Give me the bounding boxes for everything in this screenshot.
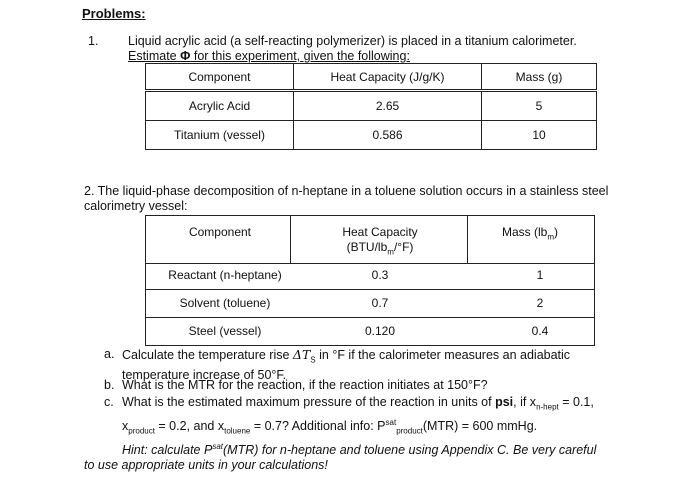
- question-b-text: What is the MTR for the reaction, if the reaction initiates at 150°F?: [122, 378, 488, 392]
- cell-mass: 10: [482, 121, 597, 150]
- problem-1-line-1: Liquid acrylic acid (a self-reacting polymerizer) is placed in a titanium calorimeter.: [128, 34, 577, 48]
- question-a-label: a.: [104, 347, 115, 361]
- table-row: [146, 91, 597, 121]
- problem-1-table: [145, 63, 597, 150]
- cell-mass: 5: [482, 91, 597, 121]
- header-heat-capacity: Heat Capacity (J/g/K): [294, 64, 482, 91]
- hint-text: Hint: calculate $P^{sat}(MTR)$ for n-heptane and toluene using Appendix C. Be very careful to use appropriate units in your calculations!: [84, 442, 597, 473]
- problem-2-statement: [84, 184, 644, 214]
- header-heat-capacity: Heat Capacity $(BTU/lb_m/^\circ F)$: [342, 225, 418, 257]
- header-component: Component: [188, 225, 252, 239]
- question-c-label: c.: [104, 395, 114, 409]
- table-row: [146, 121, 597, 150]
- cell-heat-capacity: 0.3: [371, 268, 389, 282]
- cell-heat-capacity: 0.7: [371, 296, 389, 310]
- question-b-label: b.: [104, 378, 115, 392]
- cell-heat-capacity: 2.65: [294, 91, 482, 121]
- question-c-text: What is the estimated maximum pressure of the reaction in units of psi, if $x_{n-hept} = 0.1$, $x_{product} = 0.2$, and $x_{toluene} = 0.7$? Additional info: $P^{sat}_{product}(MTR) = 600$ mmHg.: [122, 395, 594, 436]
- table-divider: [290, 215, 291, 263]
- table-divider: [145, 263, 595, 264]
- cell-heat-capacity: 0.120: [364, 324, 396, 338]
- cell-heat-capacity: 0.586: [294, 121, 482, 150]
- table-header-row: [146, 64, 597, 91]
- cell-mass: 1: [536, 268, 544, 282]
- problem-2-line-2: calorimetry vessel:: [84, 199, 188, 213]
- cell-component: Titanium (vessel): [146, 121, 294, 150]
- problem-1-number: 1.: [88, 34, 99, 48]
- cell-component: Solvent (toluene): [179, 296, 271, 310]
- table-divider: [467, 215, 468, 263]
- cell-mass: 0.4: [531, 324, 549, 338]
- phi-symbol: Φ: [180, 49, 191, 63]
- problem-1-line-2: Estimate Φ for this experiment, given the following:: [128, 49, 410, 63]
- header-component: Component: [146, 64, 294, 91]
- problem-2-line-1: 2. The liquid-phase decomposition of n-heptane in a toluene solution occurs in a stainless steel: [84, 184, 609, 198]
- question-a-text: Calculate the temperature rise $\Delta T_S$ in °F if the calorimeter measures an adiabatic temperature increase of 50°F.: [122, 347, 571, 382]
- page-title: Problems:: [82, 6, 146, 21]
- table-divider: [145, 317, 595, 318]
- cell-component: Steel (vessel): [188, 324, 262, 338]
- table-divider: [145, 289, 595, 290]
- cell-component: Reactant (n-heptane): [168, 268, 282, 282]
- header-mass: Mass $(lb_m)$: [501, 225, 558, 242]
- header-mass: Mass (g): [482, 64, 597, 91]
- problem-1-statement: [128, 34, 608, 64]
- cell-mass: 2: [536, 296, 544, 310]
- cell-component: Acrylic Acid: [146, 91, 294, 121]
